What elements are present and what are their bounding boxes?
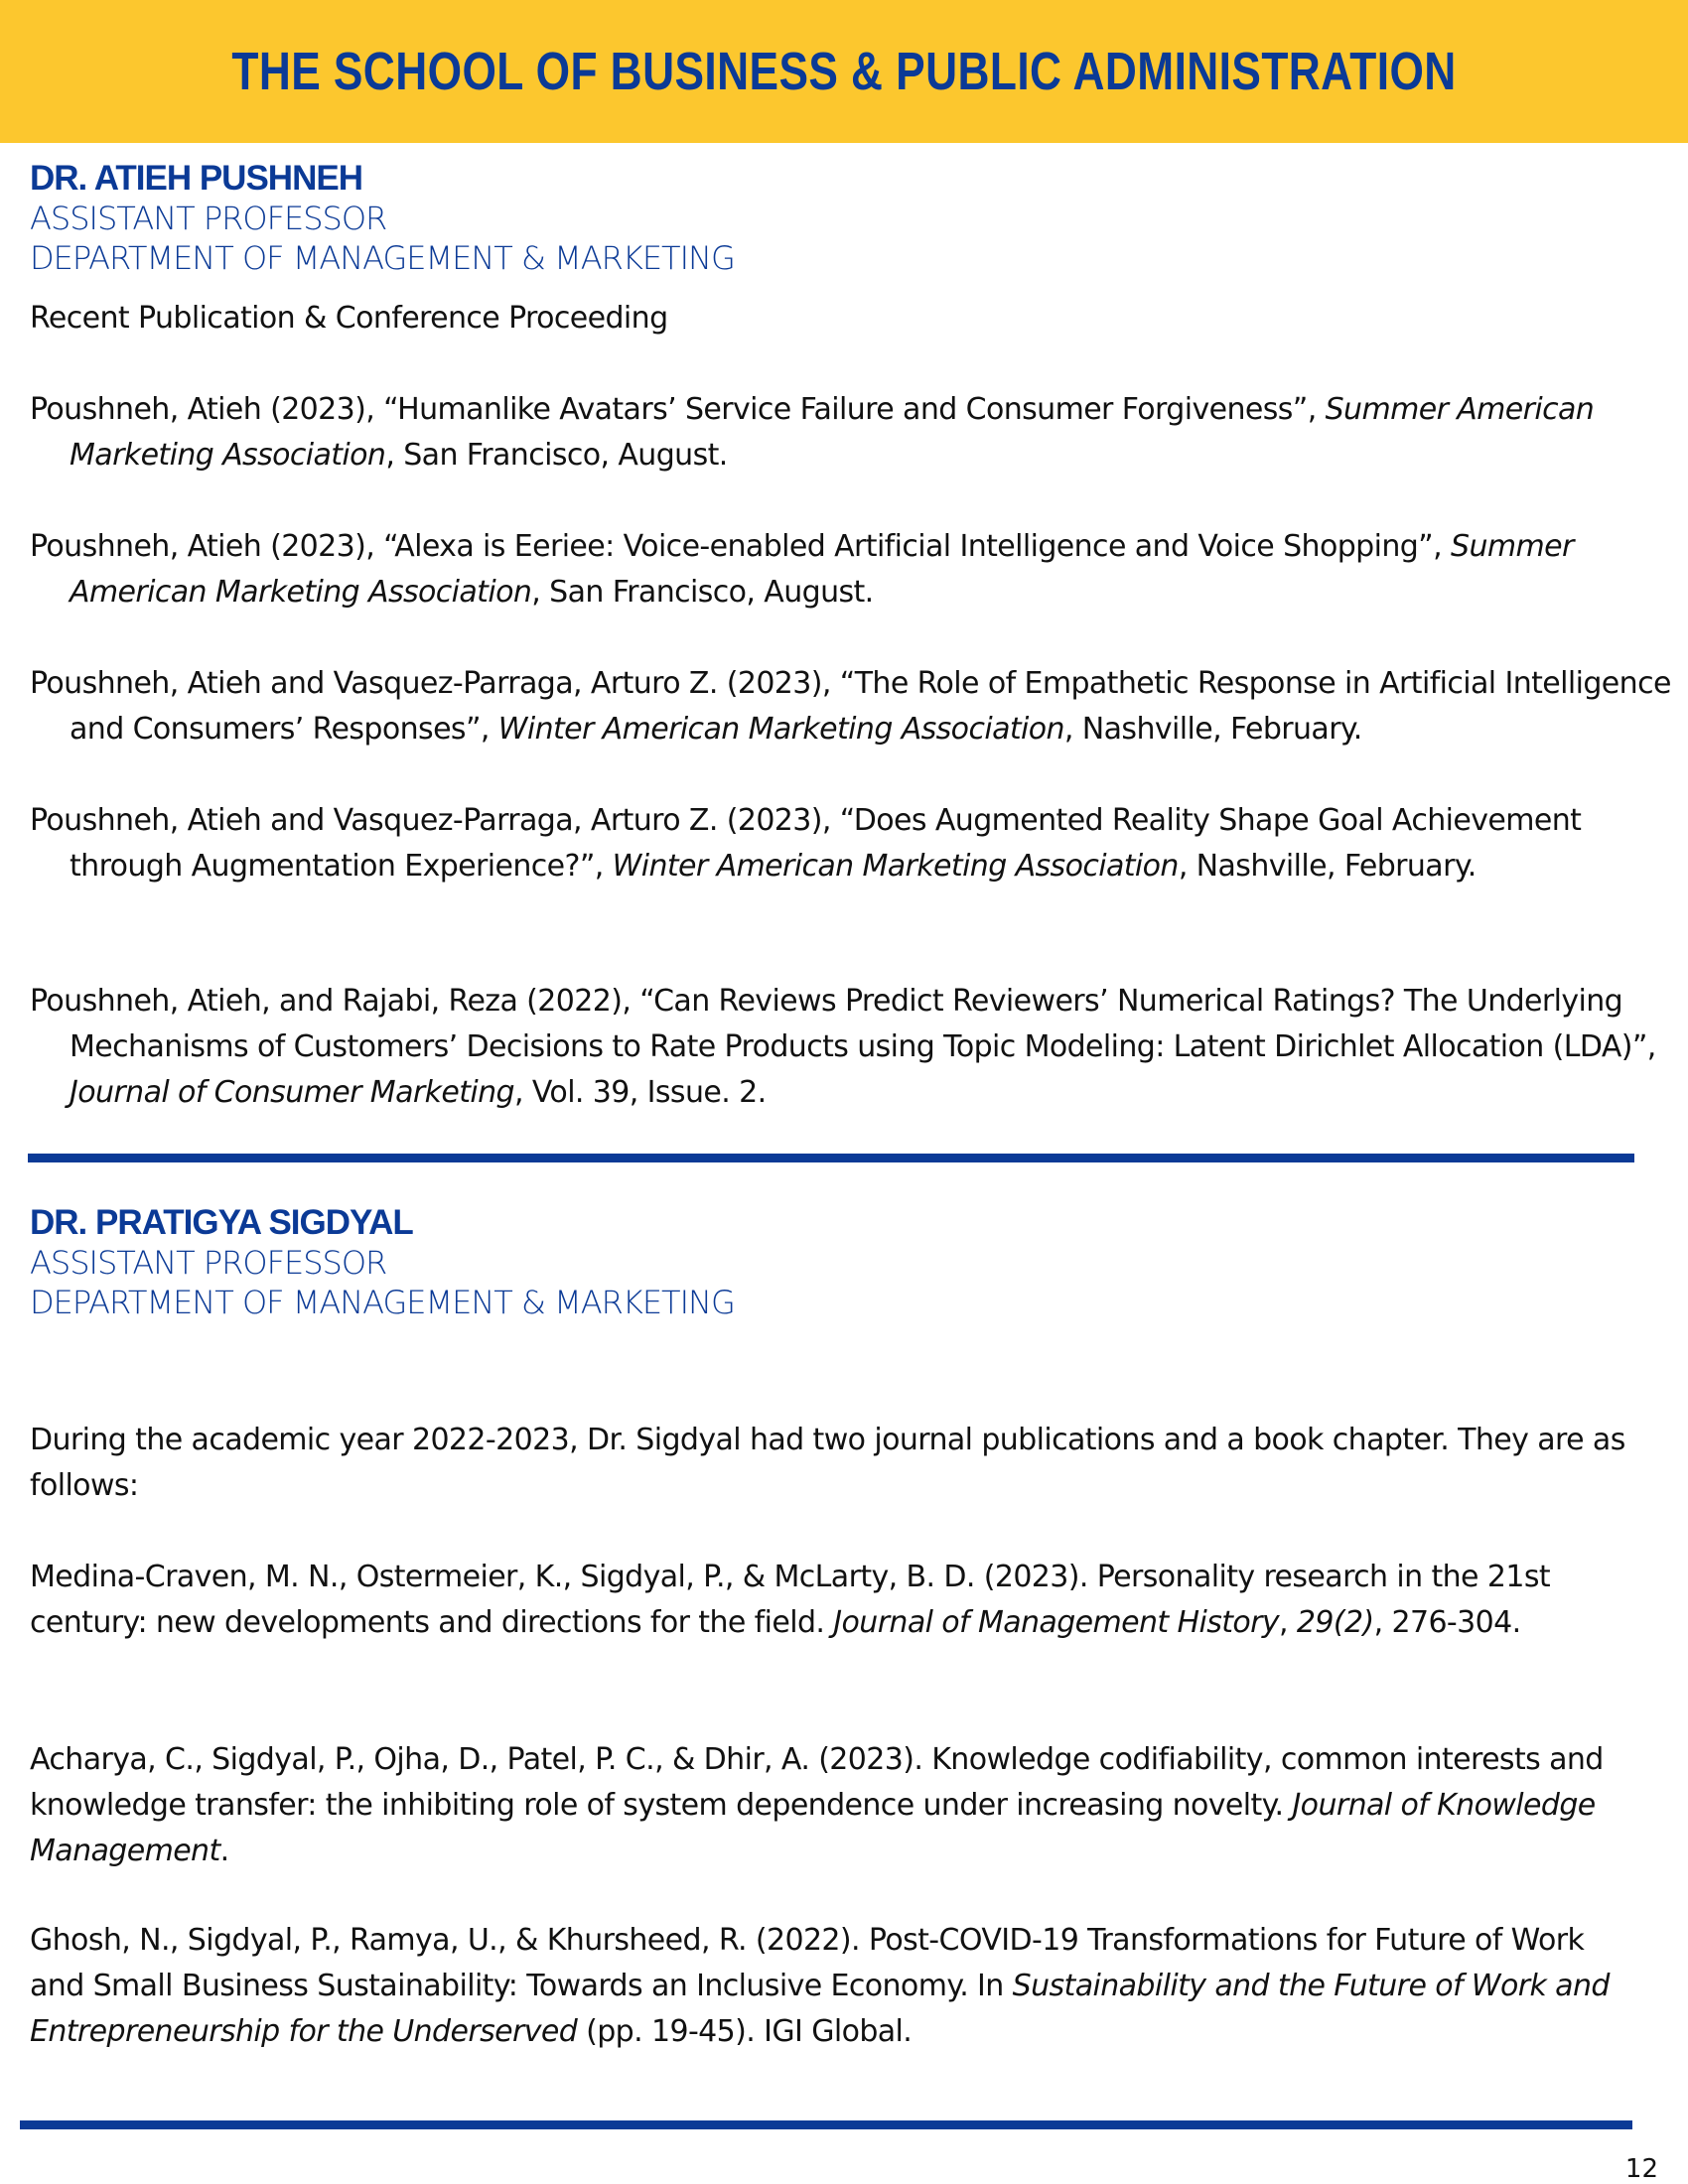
faculty-name: DR. ATIEH PUSHNEH bbox=[30, 159, 362, 198]
faculty-department: DEPARTMENT OF MANAGEMENT & MARKETING bbox=[30, 1284, 735, 1321]
footer-divider bbox=[20, 2120, 1632, 2129]
reference-item: Poushneh, Atieh (2023), “Humanlike Avatars’ Service Failure and Consumer Forgiveness”, Summer American Marketing Association, San Francisco, August. bbox=[30, 392, 1595, 473]
faculty-title: ASSISTANT PROFESSOR bbox=[30, 200, 387, 237]
section-divider bbox=[28, 1154, 1634, 1162]
reference-item: Poushneh, Atieh and Vasquez-Parraga, Arturo Z. (2023), “The Role of Empathetic Response in Artificial Intelligence and Consumers’ Responses”, Winter American Marketing Association, Nashville, February. bbox=[30, 666, 1671, 747]
faculty-title: ASSISTANT PROFESSOR bbox=[30, 1244, 387, 1282]
reference-item: Medina-Craven, M. N., Ostermeier, K., Sigdyal, P., & McLarty, B. D. (2023). Personality research in the 21st century: new developments and directions for the field. Journal of Management History, 29(2), 276-304. bbox=[30, 1560, 1551, 1640]
faculty-department: DEPARTMENT OF MANAGEMENT & MARKETING bbox=[30, 239, 735, 277]
venue: Journal of Management History bbox=[833, 1605, 1280, 1640]
reference-item: Poushneh, Atieh and Vasquez-Parraga, Arturo Z. (2023), “Does Augmented Reality Shape Goal Achievement through Augmentation Experience?”, Winter American Marketing Association, Nashville, February. bbox=[30, 803, 1582, 884]
venue: Journal of Consumer Marketing bbox=[70, 1075, 514, 1110]
venue: Winter American Marketing Association bbox=[612, 849, 1179, 884]
venue: Summer American Marketing Association bbox=[70, 529, 1574, 610]
venue: Summer American Marketing Association bbox=[70, 392, 1595, 473]
faculty-name: DR. PRATIGYA SIGDYAL bbox=[30, 1203, 413, 1242]
reference-item: Acharya, C., Sigdyal, P., Ojha, D., Patel, P. C., & Dhir, A. (2023). Knowledge codifiability, common interests and knowledge transfer: the inhibiting role of system dependence under increasing novelty. Journal of Knowledge Management. bbox=[30, 1742, 1604, 1868]
reference-item: Poushneh, Atieh, and Rajabi, Reza (2022), “Can Reviews Predict Reviewers’ Numerical Ratings? The Underlying Mechanisms of Customers’ Decisions to Rate Products using Topic Modeling: Latent Dirichlet Allocation (LDA)”, Journal of Consumer Marketing, Vol. 39, Issue. 2. bbox=[30, 984, 1656, 1110]
page-number: 12 bbox=[1624, 2154, 1658, 2184]
faculty-profile-header bbox=[30, 1203, 735, 1322]
reference-item: Poushneh, Atieh (2023), “Alexa is Eeriee: Voice-enabled Artificial Intelligence and Voice Shopping”, Summer American Marketing Association, San Francisco, August. bbox=[30, 529, 1574, 610]
section-heading: Recent Publication & Conference Proceeding bbox=[30, 301, 668, 336]
venue: Sustainability and the Future of Work and Entrepreneurship for the Underserved bbox=[30, 1969, 1610, 2049]
venue: Journal of Knowledge Management bbox=[30, 1788, 1596, 1868]
venue: Winter American Marketing Association bbox=[497, 712, 1064, 747]
school-title: THE SCHOOL OF BUSINESS & PUBLIC ADMINISTRATION bbox=[231, 42, 1457, 101]
header-banner bbox=[0, 0, 1688, 143]
faculty-profile-header bbox=[30, 159, 735, 278]
intro-paragraph: During the academic year 2022-2023, Dr. Sigdyal had two journal publications and a book chapter. They are as follows: bbox=[30, 1423, 1625, 1503]
reference-item: Ghosh, N., Sigdyal, P., Ramya, U., & Khursheed, R. (2022). Post-COVID-19 Transformations for Future of Work and Small Business Sustainability: Towards an Inclusive Economy. In Sustainability and the Future of Work and Entrepreneurship for the Underserved (pp. 19-45). IGI Global. bbox=[30, 1923, 1610, 2049]
